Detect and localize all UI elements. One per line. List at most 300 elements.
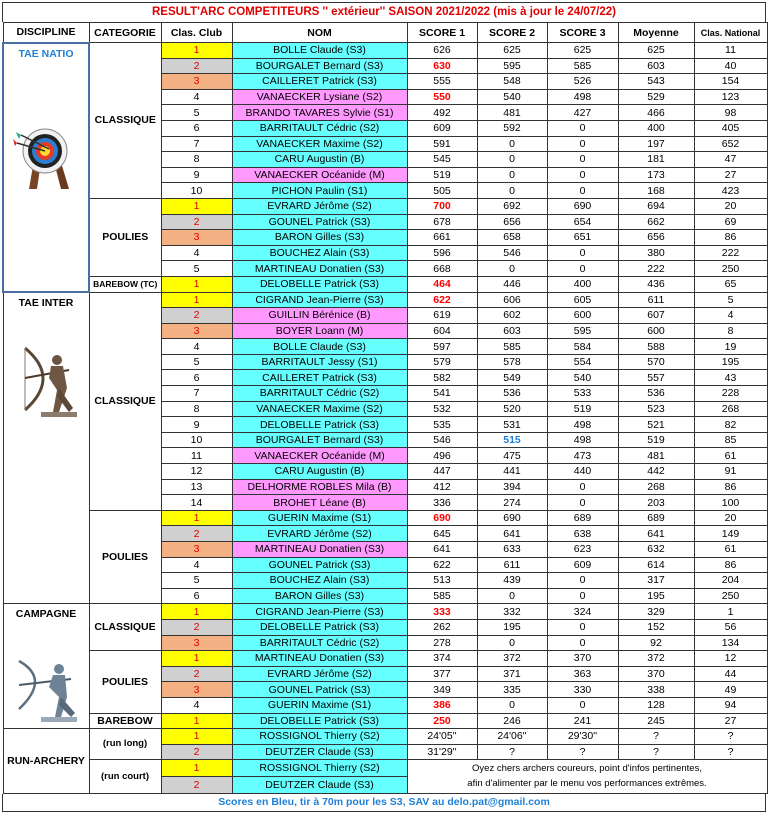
archer-name: BARON Gilles (S3): [232, 230, 407, 246]
club-rank: 6: [161, 588, 232, 604]
club-rank: 14: [161, 495, 232, 511]
club-rank: 6: [161, 120, 232, 136]
national-rank: 12: [694, 651, 767, 667]
club-rank: 3: [161, 323, 232, 339]
table-row: [3, 510, 767, 526]
average: 557: [618, 370, 694, 386]
score-3: 654: [547, 214, 618, 230]
national-rank: 91: [694, 464, 767, 480]
average: ?: [618, 729, 694, 745]
field-archer-icon: [6, 655, 87, 725]
national-rank: 61: [694, 448, 767, 464]
table-row: [3, 198, 767, 214]
header-moyenne: Moyenne: [618, 23, 694, 43]
score-1: 492: [407, 105, 477, 121]
table-row: [3, 760, 767, 777]
header-discipline: DISCIPLINE: [3, 23, 89, 43]
header-score-3: SCORE 3: [547, 23, 618, 43]
score-2: 24'06'': [477, 729, 547, 745]
national-rank: 4: [694, 308, 767, 324]
archer-name: BOUCHEZ Alain (S3): [232, 573, 407, 589]
score-2: 690: [477, 510, 547, 526]
score-3: 0: [547, 479, 618, 495]
score-3: 363: [547, 666, 618, 682]
results-body: [3, 43, 767, 794]
average: 195: [618, 588, 694, 604]
header-clas-national: Clas. National: [694, 23, 767, 43]
national-rank: 195: [694, 354, 767, 370]
archer-name: DEUTZER Claude (S3): [232, 744, 407, 760]
category-cell: BAREBOW (TC): [89, 276, 161, 292]
average: 329: [618, 604, 694, 620]
club-rank: 5: [161, 573, 232, 589]
score-3: 241: [547, 713, 618, 729]
average: 614: [618, 557, 694, 573]
archer-name: DELHORME ROBLES Mila (B): [232, 479, 407, 495]
score-2: 0: [477, 183, 547, 199]
header-row: [3, 23, 767, 43]
archer-name: BARRITAULT Cédric (S2): [232, 635, 407, 651]
national-rank: 85: [694, 432, 767, 448]
archer-name: ROSSIGNOL Thierry (S2): [232, 729, 407, 745]
score-3: 540: [547, 370, 618, 386]
score-2: 0: [477, 136, 547, 152]
average: 607: [618, 308, 694, 324]
score-2: 0: [477, 261, 547, 277]
score-2: 603: [477, 323, 547, 339]
score-2: 446: [477, 276, 547, 292]
discipline-cell-run_archery: [3, 729, 89, 794]
score-2: 520: [477, 401, 547, 417]
score-2: 692: [477, 198, 547, 214]
archer-name: EVRARD Jérôme (S2): [232, 666, 407, 682]
score-2: 546: [477, 245, 547, 261]
national-rank: 86: [694, 230, 767, 246]
score-1: 505: [407, 183, 477, 199]
category-cell: CLASSIQUE: [89, 43, 161, 199]
average: 570: [618, 354, 694, 370]
score-1: 597: [407, 339, 477, 355]
score-3: 324: [547, 604, 618, 620]
discipline-name: RUN-ARCHERY: [7, 755, 85, 768]
club-rank: 12: [161, 464, 232, 480]
average: 481: [618, 448, 694, 464]
score-3: 600: [547, 308, 618, 324]
score-3: 585: [547, 58, 618, 74]
archer-name: VANAECKER Maxime (S2): [232, 136, 407, 152]
average: 694: [618, 198, 694, 214]
header-clas-club: Clas. Club: [161, 23, 232, 43]
score-3: 625: [547, 43, 618, 59]
national-rank: 11: [694, 43, 767, 59]
archer-name: BOURGALET Bernard (S3): [232, 432, 407, 448]
average: 317: [618, 573, 694, 589]
score-2: 0: [477, 167, 547, 183]
discipline-name: TAE INTER: [18, 297, 74, 309]
category-cell: POULIES: [89, 651, 161, 713]
score-1: 609: [407, 120, 477, 136]
score-3: ?: [547, 744, 618, 760]
score-3: 0: [547, 588, 618, 604]
score-1: 262: [407, 619, 477, 635]
average: 370: [618, 666, 694, 682]
score-1: 336: [407, 495, 477, 511]
score-3: 0: [547, 635, 618, 651]
score-2: 246: [477, 713, 547, 729]
score-3: 330: [547, 682, 618, 698]
club-rank: 1: [161, 43, 232, 59]
score-2: 0: [477, 697, 547, 713]
average: 92: [618, 635, 694, 651]
score-3: 0: [547, 152, 618, 168]
discipline-name: CAMPAGNE: [15, 608, 77, 621]
club-rank: 6: [161, 370, 232, 386]
score-1: 596: [407, 245, 477, 261]
score-2: 441: [477, 464, 547, 480]
score-1: 645: [407, 526, 477, 542]
national-rank: 1: [694, 604, 767, 620]
score-1: 447: [407, 464, 477, 480]
national-rank: 65: [694, 276, 767, 292]
score-2: 536: [477, 386, 547, 402]
club-rank: 1: [161, 604, 232, 620]
average: 611: [618, 292, 694, 308]
archer-name: BROHET Léane (B): [232, 495, 407, 511]
club-rank: 4: [161, 339, 232, 355]
score-2: 439: [477, 573, 547, 589]
national-rank: 86: [694, 557, 767, 573]
club-rank: 3: [161, 230, 232, 246]
club-rank: 1: [161, 510, 232, 526]
score-2: 0: [477, 635, 547, 651]
national-rank: 423: [694, 183, 767, 199]
archer-name: GOUNEL Patrick (S3): [232, 682, 407, 698]
discipline-cell-tae_natio: [3, 43, 89, 293]
score-2: 335: [477, 682, 547, 698]
score-1: 604: [407, 323, 477, 339]
archer-name: GUERIN Maxime (S1): [232, 510, 407, 526]
club-rank: 3: [161, 635, 232, 651]
score-3: 0: [547, 120, 618, 136]
archer-name: BARRITAULT Cédric (S2): [232, 120, 407, 136]
archer-name: MARTINEAU Donatien (S3): [232, 542, 407, 558]
club-rank: 9: [161, 167, 232, 183]
average: 641: [618, 526, 694, 542]
score-2: 195: [477, 619, 547, 635]
score-3: 554: [547, 354, 618, 370]
score-1: 412: [407, 479, 477, 495]
score-2: 394: [477, 479, 547, 495]
average: 588: [618, 339, 694, 355]
archer-name: GUERIN Maxime (S1): [232, 697, 407, 713]
archer-name: DELOBELLE Patrick (S3): [232, 276, 407, 292]
score-2: 658: [477, 230, 547, 246]
national-rank: 250: [694, 588, 767, 604]
score-1: 546: [407, 432, 477, 448]
score-2: 475: [477, 448, 547, 464]
archer-name: DELOBELLE Patrick (S3): [232, 619, 407, 635]
category-cell: CLASSIQUE: [89, 292, 161, 510]
score-3: 0: [547, 167, 618, 183]
category-cell: POULIES: [89, 198, 161, 276]
score-1: 579: [407, 354, 477, 370]
club-rank: 2: [161, 308, 232, 324]
discipline-cell-tae_inter: [3, 292, 89, 604]
score-1: 535: [407, 417, 477, 433]
club-rank: 1: [161, 713, 232, 729]
score-1: 630: [407, 58, 477, 74]
national-rank: 82: [694, 417, 767, 433]
score-1: 496: [407, 448, 477, 464]
score-2: 585: [477, 339, 547, 355]
club-rank: 9: [161, 417, 232, 433]
national-rank: 94: [694, 697, 767, 713]
national-rank: 268: [694, 401, 767, 417]
score-3: 609: [547, 557, 618, 573]
average: 168: [618, 183, 694, 199]
national-rank: 222: [694, 245, 767, 261]
average: 197: [618, 136, 694, 152]
national-rank: 154: [694, 74, 767, 90]
score-1: 519: [407, 167, 477, 183]
national-rank: 20: [694, 198, 767, 214]
table-row: [3, 729, 767, 745]
score-3: 0: [547, 495, 618, 511]
page-title: RESULT'ARC COMPETITEURS '' extérieur'' SAISON 2021/2022 (mis à jour le 24/07/22): [2, 2, 766, 22]
club-rank: 5: [161, 261, 232, 277]
score-2: 274: [477, 495, 547, 511]
score-3: 651: [547, 230, 618, 246]
score-2: 372: [477, 651, 547, 667]
club-rank: 4: [161, 89, 232, 105]
archer-name: GUILLIN Bérénice (B): [232, 308, 407, 324]
header-score-1: SCORE 1: [407, 23, 477, 43]
table-row: [3, 604, 767, 620]
national-rank: 204: [694, 573, 767, 589]
score-1: 690: [407, 510, 477, 526]
run-court-note: [407, 760, 767, 794]
average: 380: [618, 245, 694, 261]
average: 632: [618, 542, 694, 558]
score-3: 427: [547, 105, 618, 121]
national-rank: 49: [694, 682, 767, 698]
score-3: 370: [547, 651, 618, 667]
average: 181: [618, 152, 694, 168]
club-rank: 2: [161, 214, 232, 230]
score-3: 473: [547, 448, 618, 464]
national-rank: 250: [694, 261, 767, 277]
average: 600: [618, 323, 694, 339]
average: 338: [618, 682, 694, 698]
results-sheet: [2, 2, 766, 812]
score-1: 31'29'': [407, 744, 477, 760]
club-rank: 3: [161, 542, 232, 558]
score-3: 0: [547, 619, 618, 635]
score-1: 668: [407, 261, 477, 277]
average: 442: [618, 464, 694, 480]
archer-statue-icon: [6, 338, 87, 418]
score-3: 638: [547, 526, 618, 542]
score-3: 0: [547, 697, 618, 713]
score-1: 374: [407, 651, 477, 667]
score-3: 0: [547, 573, 618, 589]
score-2: 641: [477, 526, 547, 542]
average: 603: [618, 58, 694, 74]
score-2: 656: [477, 214, 547, 230]
archer-name: VANAECKER Maxime (S2): [232, 401, 407, 417]
archer-name: VANAECKER Lysiane (S2): [232, 89, 407, 105]
score-1: 641: [407, 542, 477, 558]
average: 400: [618, 120, 694, 136]
archer-name: MARTINEAU Donatien (S3): [232, 261, 407, 277]
score-3: 519: [547, 401, 618, 417]
archer-name: EVRARD Jérôme (S2): [232, 198, 407, 214]
national-rank: 27: [694, 713, 767, 729]
score-2: 625: [477, 43, 547, 59]
score-2: 540: [477, 89, 547, 105]
national-rank: 86: [694, 479, 767, 495]
national-rank: 8: [694, 323, 767, 339]
national-rank: 47: [694, 152, 767, 168]
average: 529: [618, 89, 694, 105]
club-rank: 4: [161, 245, 232, 261]
archer-name: CAILLERET Patrick (S3): [232, 370, 407, 386]
score-2: 592: [477, 120, 547, 136]
table-row: [3, 43, 767, 59]
results-table: [2, 22, 768, 794]
score-1: 619: [407, 308, 477, 324]
national-rank: 44: [694, 666, 767, 682]
average: 128: [618, 697, 694, 713]
note-line: afin d'alimenter par le menu vos performances extrêmes.: [467, 777, 707, 789]
score-2: 0: [477, 152, 547, 168]
category-cell: (run long): [89, 729, 161, 760]
score-1: 545: [407, 152, 477, 168]
average: 372: [618, 651, 694, 667]
category-cell: POULIES: [89, 510, 161, 604]
club-rank: 7: [161, 386, 232, 402]
score-1: 250: [407, 713, 477, 729]
average: 523: [618, 401, 694, 417]
club-rank: 2: [161, 526, 232, 542]
score-3: 595: [547, 323, 618, 339]
archer-name: BARRITAULT Jessy (S1): [232, 354, 407, 370]
archery-target-icon: [6, 111, 86, 191]
club-rank: 10: [161, 183, 232, 199]
score-3: 623: [547, 542, 618, 558]
archer-name: BARRITAULT Cédric (S2): [232, 386, 407, 402]
average: 173: [618, 167, 694, 183]
club-rank: 11: [161, 448, 232, 464]
discipline-name: TAE NATIO: [18, 47, 74, 60]
table-row: [3, 651, 767, 667]
header-nom: NOM: [232, 23, 407, 43]
average: 536: [618, 386, 694, 402]
score-2: 548: [477, 74, 547, 90]
score-2: 332: [477, 604, 547, 620]
score-3: 689: [547, 510, 618, 526]
national-rank: 27: [694, 167, 767, 183]
score-3: 440: [547, 464, 618, 480]
national-rank: 134: [694, 635, 767, 651]
club-rank: 4: [161, 557, 232, 573]
archer-name: PICHON Paulin (S1): [232, 183, 407, 199]
note-line: Oyez chers archers coureurs, point d'infos pertinentes,: [472, 763, 702, 775]
score-1: 555: [407, 74, 477, 90]
category-cell: BAREBOW: [89, 713, 161, 729]
score-3: 498: [547, 89, 618, 105]
score-3: 0: [547, 261, 618, 277]
archer-name: ROSSIGNOL Thierry (S2): [232, 760, 407, 777]
archer-name: BARON Gilles (S3): [232, 588, 407, 604]
score-3: 0: [547, 183, 618, 199]
club-rank: 4: [161, 697, 232, 713]
score-1: 333: [407, 604, 477, 620]
national-rank: 20: [694, 510, 767, 526]
score-2: 515: [477, 432, 547, 448]
average: 521: [618, 417, 694, 433]
score-1: 377: [407, 666, 477, 682]
club-rank: 7: [161, 136, 232, 152]
national-rank: 123: [694, 89, 767, 105]
club-rank: 3: [161, 74, 232, 90]
national-rank: ?: [694, 729, 767, 745]
club-rank: 8: [161, 152, 232, 168]
score-2: 602: [477, 308, 547, 324]
national-rank: 98: [694, 105, 767, 121]
score-3: 605: [547, 292, 618, 308]
club-rank: 2: [161, 58, 232, 74]
national-rank: 43: [694, 370, 767, 386]
club-rank: 2: [161, 744, 232, 760]
archer-name: CARU Augustin (B): [232, 152, 407, 168]
score-3: 533: [547, 386, 618, 402]
score-1: 24'05'': [407, 729, 477, 745]
score-1: 622: [407, 557, 477, 573]
score-3: 584: [547, 339, 618, 355]
average: 268: [618, 479, 694, 495]
score-1: 626: [407, 43, 477, 59]
archer-name: BOLLE Claude (S3): [232, 339, 407, 355]
score-2: 595: [477, 58, 547, 74]
score-3: 498: [547, 432, 618, 448]
average: 689: [618, 510, 694, 526]
score-1: 591: [407, 136, 477, 152]
national-rank: 405: [694, 120, 767, 136]
average: 203: [618, 495, 694, 511]
club-rank: 8: [161, 401, 232, 417]
score-1: 585: [407, 588, 477, 604]
archer-name: BOYER Loann (M): [232, 323, 407, 339]
average: 466: [618, 105, 694, 121]
discipline-cell-campagne: [3, 604, 89, 729]
national-rank: 149: [694, 526, 767, 542]
national-rank: 56: [694, 619, 767, 635]
score-3: 29'30'': [547, 729, 618, 745]
archer-name: BOURGALET Bernard (S3): [232, 58, 407, 74]
average: 625: [618, 43, 694, 59]
average: 656: [618, 230, 694, 246]
score-3: 526: [547, 74, 618, 90]
club-rank: 2: [161, 619, 232, 635]
header-score-2: SCORE 2: [477, 23, 547, 43]
table-row: [3, 276, 767, 292]
national-rank: 100: [694, 495, 767, 511]
score-1: 661: [407, 230, 477, 246]
national-rank: 228: [694, 386, 767, 402]
archer-name: BRANDO TAVARES Sylvie (S1): [232, 105, 407, 121]
average: 152: [618, 619, 694, 635]
